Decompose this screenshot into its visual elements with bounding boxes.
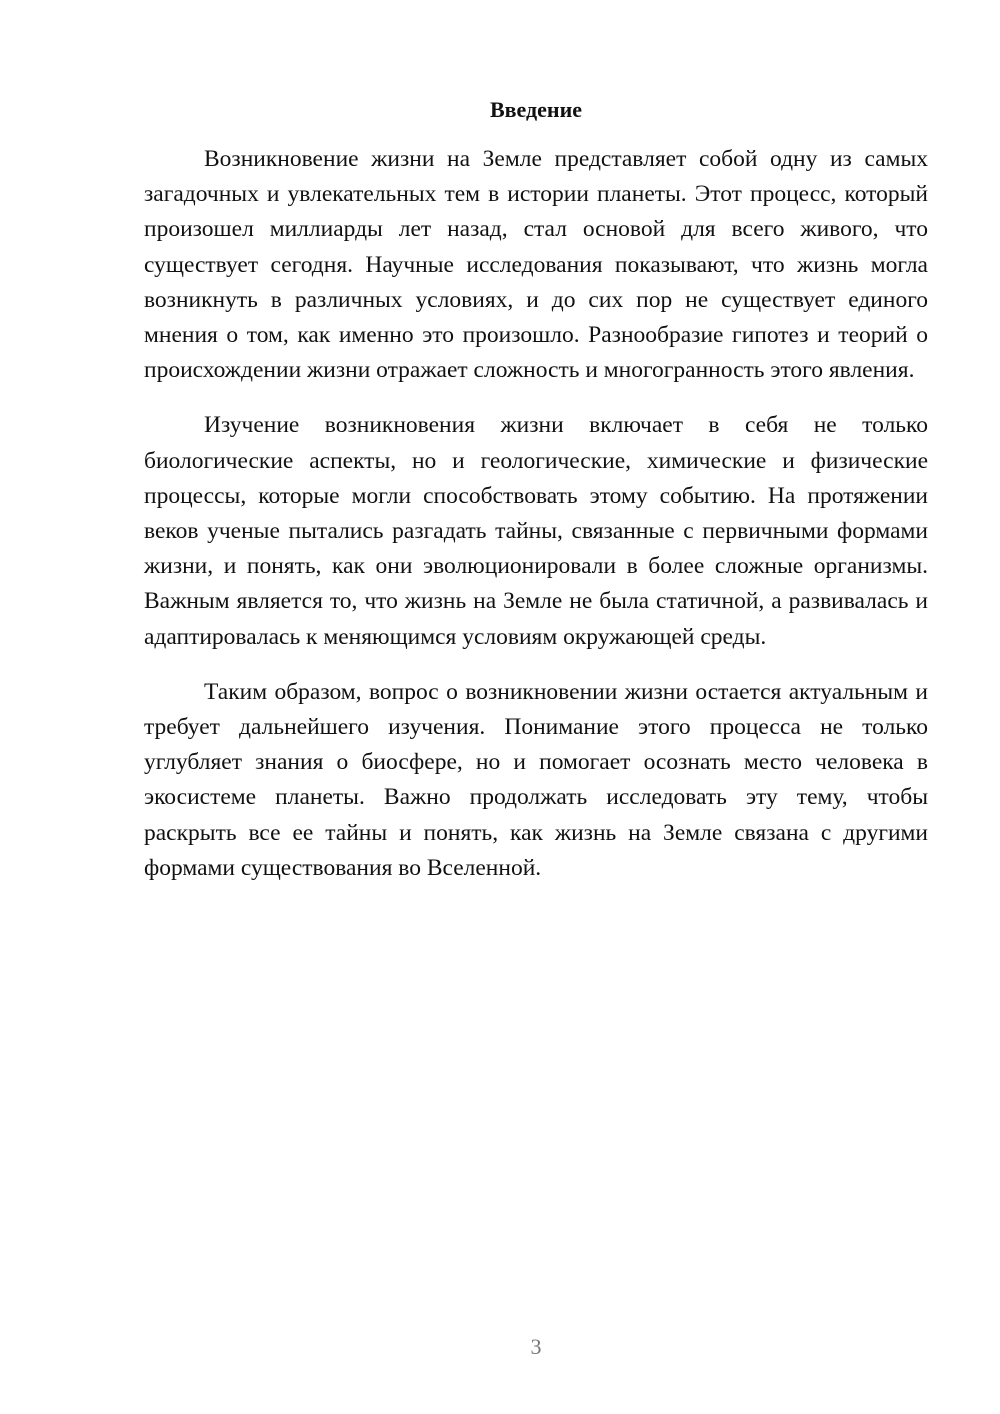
page-number: 3 <box>530 1334 542 1359</box>
document-body <box>144 142 928 906</box>
paragraph-1: Возникновение жизни на Земле представляет собой одну из самых загадочных и увлекательных тем в истории планеты. Этот процесс, который произошел миллиарды лет назад, стал основой для всего живого, что существует сегодня. Научные исследования показывают, что жизнь могла возникнуть в различных условиях, и до сих пор не существует единого мнения о том, как именно это произошло. Разнообразие гипотез и теорий о происхождении жизни отражает сложность и многогранность этого явления. <box>144 146 928 384</box>
paragraph-2: Изучение возникновения жизни включает в себя не только биологические аспекты, но и геологические, химические и физические процессы, которые могли способствовать этому событию. На протяжении веков ученые пытались разгадать тайны, связанные с первичными формами жизни, и понять, как они эволюционировали в более сложные организмы. Важным является то, что жизнь на Земле не была статичной, а развивалась и адаптировалась к меняющимся условиям окружающей среды. <box>144 412 928 650</box>
page-title: Введение <box>489 97 583 122</box>
paragraph-3: Таким образом, вопрос о возникновении жизни остается актуальным и требует дальнейшего изучения. Понимание этого процесса не только углубляет знания о биосфере, но и помогает осознать место человека в экосистеме планеты. Важно продолжать исследовать эту тему, чтобы раскрыть все ее тайны и понять, как жизнь на Земле связана с другими формами существования во Вселенной. <box>144 678 928 881</box>
